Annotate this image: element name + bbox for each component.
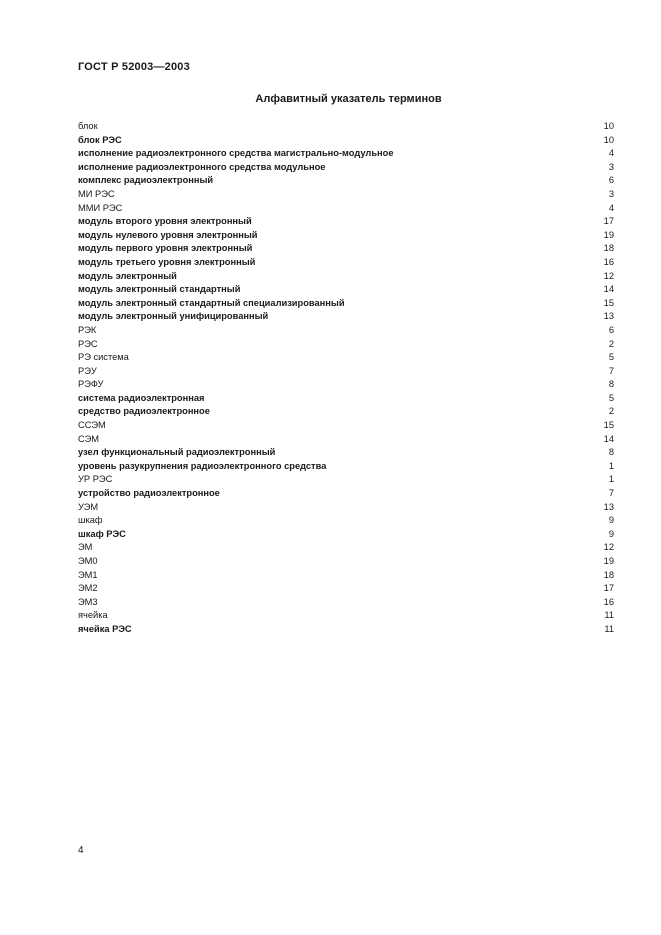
index-entry xyxy=(78,433,614,447)
index-entry xyxy=(78,256,614,270)
index-entry xyxy=(78,419,614,433)
index-entry xyxy=(78,202,614,216)
index-entry xyxy=(78,405,614,419)
index-entry xyxy=(78,338,614,352)
index-term: уровень разукрупнения радиоэлектронного средства xyxy=(78,460,327,471)
index-entry xyxy=(78,134,614,148)
index-page-number: 16 xyxy=(603,596,614,607)
index-page-number: 9 xyxy=(608,528,614,539)
index-term: ячейка xyxy=(78,610,108,621)
index-page-number: 19 xyxy=(603,556,614,566)
index-entry xyxy=(78,120,614,134)
page-title: Алфавитный указатель терминов xyxy=(255,93,442,105)
index-entry xyxy=(78,446,614,460)
index-entry xyxy=(78,555,614,569)
index-term: УЭМ xyxy=(78,501,99,512)
index-page-number: 11 xyxy=(604,623,614,634)
index-entry xyxy=(78,297,614,311)
index-term: исполнение радиоэлектронного средства магистрально-модульное xyxy=(78,148,394,159)
index-term: узел функциональный радиоэлектронный xyxy=(78,447,276,458)
index-page-number: 6 xyxy=(608,175,614,186)
index-page-number: 12 xyxy=(603,542,614,553)
index-entry xyxy=(78,147,614,161)
index-term: РЭУ xyxy=(78,365,97,376)
index-term: модуль первого уровня электронный xyxy=(78,243,253,254)
index-term: ЭМ3 xyxy=(78,596,98,607)
index-page-number: 10 xyxy=(603,121,614,131)
index-entry xyxy=(78,270,614,284)
index-term: РЭК xyxy=(78,324,97,335)
index-term: модуль второго уровня электронный xyxy=(78,216,252,227)
index-term: модуль третьего уровня электронный xyxy=(78,256,256,267)
index-term: РЭФУ xyxy=(78,379,104,390)
index-entry xyxy=(78,188,614,202)
index-term: шкаф xyxy=(78,515,103,526)
index-page-number: 13 xyxy=(603,311,614,322)
index-term: модуль нулевого уровня электронный xyxy=(78,229,258,240)
index-term: РЭС xyxy=(78,338,98,349)
index-term: РЭ система xyxy=(78,352,129,363)
index-term: устройство радиоэлектронное xyxy=(78,488,220,499)
index-page-number: 15 xyxy=(603,297,614,308)
index-entry xyxy=(78,596,614,610)
index-term: модуль электронный стандартный специализированный xyxy=(78,297,345,308)
index-page-number: 18 xyxy=(603,569,614,580)
index-entry xyxy=(78,215,614,229)
index-page-number: 18 xyxy=(603,243,614,254)
index-entry xyxy=(78,365,614,379)
index-page-number: 4 xyxy=(608,202,614,213)
index-page-number: 7 xyxy=(608,365,614,376)
index-entry xyxy=(78,242,614,256)
index-page-number: 12 xyxy=(603,270,614,281)
index-entry xyxy=(78,283,614,297)
index-term: ЭМ2 xyxy=(78,583,98,594)
index-term: комплекс радиоэлектронный xyxy=(78,175,214,186)
index-term: блок РЭС xyxy=(78,134,122,145)
index-term: шкаф РЭС xyxy=(78,528,126,539)
index-entry xyxy=(78,229,614,243)
index-page-number: 14 xyxy=(603,433,614,444)
index-page-number: 15 xyxy=(603,420,614,431)
index-entry xyxy=(78,541,614,555)
index-entry xyxy=(78,161,614,175)
index-page-number: 14 xyxy=(603,284,614,295)
index-entry xyxy=(78,609,614,623)
index-entry xyxy=(78,310,614,324)
index-page-number: 11 xyxy=(604,610,614,621)
index-page-number: 13 xyxy=(603,501,614,512)
index-page-number: 10 xyxy=(603,134,614,145)
index-term: исполнение радиоэлектронного средства модульное xyxy=(78,161,326,172)
index-entry xyxy=(78,378,614,392)
index-page-number: 3 xyxy=(608,188,614,199)
index-entry xyxy=(78,351,614,365)
index-page-number: 19 xyxy=(603,229,614,240)
index-term: УР РЭС xyxy=(78,474,113,485)
index-entry xyxy=(78,623,614,637)
index-entry xyxy=(78,473,614,487)
index-page-number: 2 xyxy=(608,406,614,417)
index-term: ЭМ1 xyxy=(78,569,98,580)
index-entry xyxy=(78,514,614,528)
index-entry xyxy=(78,501,614,515)
index-entry xyxy=(78,392,614,406)
index-page-number: 16 xyxy=(603,256,614,267)
index-term: СЭМ xyxy=(78,433,100,444)
index-entry xyxy=(78,174,614,188)
document-header: ГОСТ Р 52003—2003 xyxy=(78,61,190,73)
index-page-number: 7 xyxy=(608,488,614,499)
index-term: ячейка РЭС xyxy=(78,623,132,634)
index-page-number: 1 xyxy=(608,474,614,485)
index-entry xyxy=(78,460,614,474)
index-page-number: 3 xyxy=(608,161,614,172)
index-term: модуль электронный унифицированный xyxy=(78,311,269,322)
index-term: МИ РЭС xyxy=(78,188,115,199)
index-entry xyxy=(78,487,614,501)
index-page-number: 9 xyxy=(608,515,614,526)
index-page-number: 17 xyxy=(603,216,614,227)
index-page-number: 4 xyxy=(608,148,614,159)
index-term: ЭМ xyxy=(78,542,93,553)
index-term: модуль электронный xyxy=(78,270,177,281)
index-entry xyxy=(78,324,614,338)
index-page-number: 8 xyxy=(608,379,614,390)
index-term: средство радиоэлектронное xyxy=(78,406,210,417)
index-term: блок xyxy=(78,121,98,131)
index-page-number: 8 xyxy=(608,447,614,458)
index-entry xyxy=(78,582,614,596)
index-term: система радиоэлектронная xyxy=(78,392,205,403)
index-term: ЭМ0 xyxy=(78,556,98,566)
index-page-number: 5 xyxy=(608,352,614,363)
index-entry xyxy=(78,528,614,542)
index-term: ММИ РЭС xyxy=(78,202,123,213)
index-term: ССЭМ xyxy=(78,420,106,431)
term-index-list xyxy=(78,120,614,637)
index-term: модуль электронный стандартный xyxy=(78,284,241,295)
index-page-number: 5 xyxy=(608,392,614,403)
index-entry xyxy=(78,569,614,583)
index-page-number: 2 xyxy=(608,338,614,349)
index-page-number: 17 xyxy=(603,583,614,594)
page-number: 4 xyxy=(78,845,84,856)
index-page-number: 6 xyxy=(608,324,614,335)
index-page-number: 1 xyxy=(608,460,614,471)
